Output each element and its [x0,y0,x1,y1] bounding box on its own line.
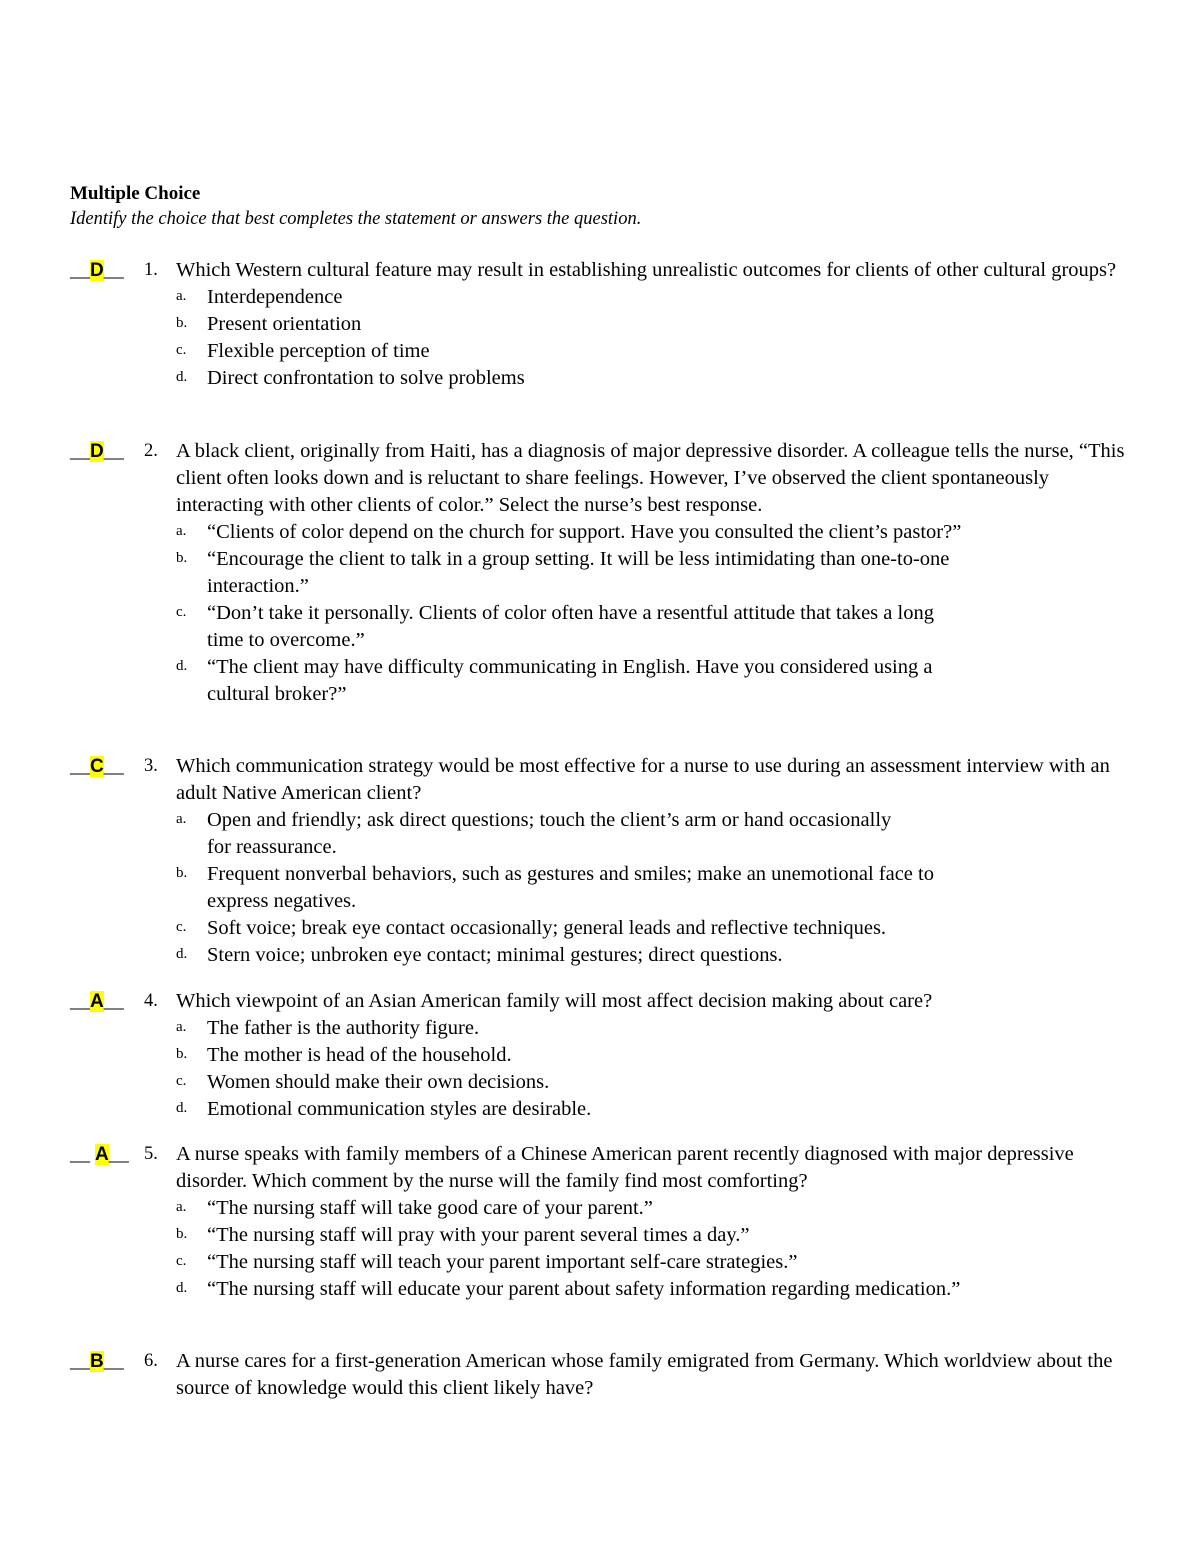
option-text: Open and friendly; ask direct questions; touch the client’s arm or hand occasionally for reassurance. [207,809,892,858]
option-list [176,284,1126,392]
answer-key: __D__ [70,440,124,462]
option-d: d. “The nursing staff will educate your parent about safety information regarding medication.” [176,1276,966,1303]
option-text: “Clients of color depend on the church for support. Have you consulted the client’s pastor?” [207,521,962,543]
option-text: The father is the authority figure. [207,1017,480,1039]
answer-key: __D__ [70,259,124,281]
option-a: a. Open and friendly; ask direct questions; touch the client’s arm or hand occasionally for reassurance. [176,807,907,861]
option-d: d. Direct confrontation to solve problems [176,365,1126,392]
option-text: The mother is head of the household. [207,1044,512,1066]
option-list [176,519,966,708]
option-text: “Don’t take it personally. Clients of color often have a resentful attitude that takes a long time to overcome.” [207,602,934,651]
option-b: b. The mother is head of the household. [176,1042,1126,1069]
question-stem-block [176,257,1126,392]
option-d: d. Emotional communication styles are desirable. [176,1096,1126,1123]
question-number: 5. [144,1144,158,1164]
option-d: d. “The client may have difficulty communicating in English. Have you considered using a cultural broker?” [176,654,966,708]
answer-key: __ A__ [70,1143,129,1165]
question-number: 4. [144,991,158,1011]
section-instructions: Identify the choice that best completes the statement or answers the question. [70,209,642,229]
option-b: b. “Encourage the client to talk in a group setting. It will be less intimidating than one-to-one interaction.” [176,546,966,600]
question-number: 1. [144,260,158,280]
option-c: c. “The nursing staff will teach your parent important self-care strategies.” [176,1249,966,1276]
option-text: “The nursing staff will take good care of your parent.” [207,1197,653,1219]
answer-letter: A [90,991,104,1012]
option-text: Present orientation [207,313,362,335]
question-stem: A nurse cares for a first-generation American whose family emigrated from Germany. Which worldview about the source of knowledge would this client likely have? [176,1350,1113,1399]
question-number: 2. [144,441,158,461]
option-text: Direct confrontation to solve problems [207,367,525,389]
answer-key: __B__ [70,1350,124,1372]
question-stem: Which communication strategy would be most effective for a nurse to use during an assessment interview with an adult Native American client? [176,755,1110,804]
option-d: d. Stern voice; unbroken eye contact; minimal gestures; direct questions. [176,942,1036,969]
question-stem: Which viewpoint of an Asian American family will most affect decision making about care? [176,990,933,1012]
answer-letter: D [90,260,104,281]
option-text: Frequent nonverbal behaviors, such as gestures and smiles; make an unemotional face to express negatives. [207,863,934,912]
option-list [176,1015,1126,1123]
option-text: “Encourage the client to talk in a group setting. It will be less intimidating than one-to-one interaction.” [207,548,950,597]
question-stem-block [176,1141,1126,1303]
option-text: Interdependence [207,286,343,308]
option-list [176,807,1036,969]
option-list [176,1195,966,1303]
question-stem-block [176,1348,1126,1402]
option-b: b. Present orientation [176,311,1126,338]
option-text: Soft voice; break eye contact occasionally; general leads and reflective techniques. [207,917,887,939]
answer-key: __A__ [70,990,124,1012]
question-stem: A black client, originally from Haiti, has a diagnosis of major depressive disorder. A colleague tells the nurse, “This client often looks down and is reluctant to share feelings. However, I’ve observed the client spontaneously interacting with other clients of color.” Select the nurse’s best response. [176,440,1125,516]
answer-letter: B [90,1351,104,1372]
question-number: 6. [144,1351,158,1371]
option-text: “The nursing staff will teach your parent important self-care strategies.” [207,1251,798,1273]
answer-letter: D [90,441,104,462]
option-text: Stern voice; unbroken eye contact; minimal gestures; direct questions. [207,944,783,966]
option-b: b. Frequent nonverbal behaviors, such as gestures and smiles; make an unemotional face to express negatives. [176,861,997,915]
option-text: “The client may have difficulty communicating in English. Have you considered using a cultural broker?” [207,656,933,705]
option-text: “The nursing staff will pray with your parent several times a day.” [207,1224,750,1246]
option-c: c. “Don’t take it personally. Clients of color often have a resentful attitude that takes a long time to overcome.” [176,600,966,654]
option-a: a. “The nursing staff will take good care of your parent.” [176,1195,966,1222]
option-c: c. Soft voice; break eye contact occasionally; general leads and reflective techniques. [176,915,1036,942]
option-text: Women should make their own decisions. [207,1071,550,1093]
option-a: a. “Clients of color depend on the church for support. Have you consulted the client’s pastor?” [176,519,966,546]
question-stem: Which Western cultural feature may result in establishing unrealistic outcomes for clients of other cultural groups? [176,259,1117,281]
option-b: b. “The nursing staff will pray with your parent several times a day.” [176,1222,966,1249]
answer-key: __C__ [70,755,124,777]
question-stem-block [176,753,1126,969]
option-c: c. Women should make their own decisions. [176,1069,1126,1096]
section-title: Multiple Choice [70,183,201,204]
option-text: Emotional communication styles are desirable. [207,1098,592,1120]
option-text: Flexible perception of time [207,340,430,362]
answer-letter: A [95,1144,109,1165]
option-c: c. Flexible perception of time [176,338,1126,365]
question-stem-block [176,438,1126,708]
option-a: a. The father is the authority figure. [176,1015,1126,1042]
question-stem-block [176,988,1126,1123]
question-stem: A nurse speaks with family members of a Chinese American parent recently diagnosed with major depressive disorder. Which comment by the nurse will the family find most comforting? [176,1143,1074,1192]
option-text: “The nursing staff will educate your parent about safety information regarding medication.” [207,1278,961,1300]
answer-letter: C [90,756,104,777]
option-a: a. Interdependence [176,284,1126,311]
question-number: 3. [144,756,158,776]
